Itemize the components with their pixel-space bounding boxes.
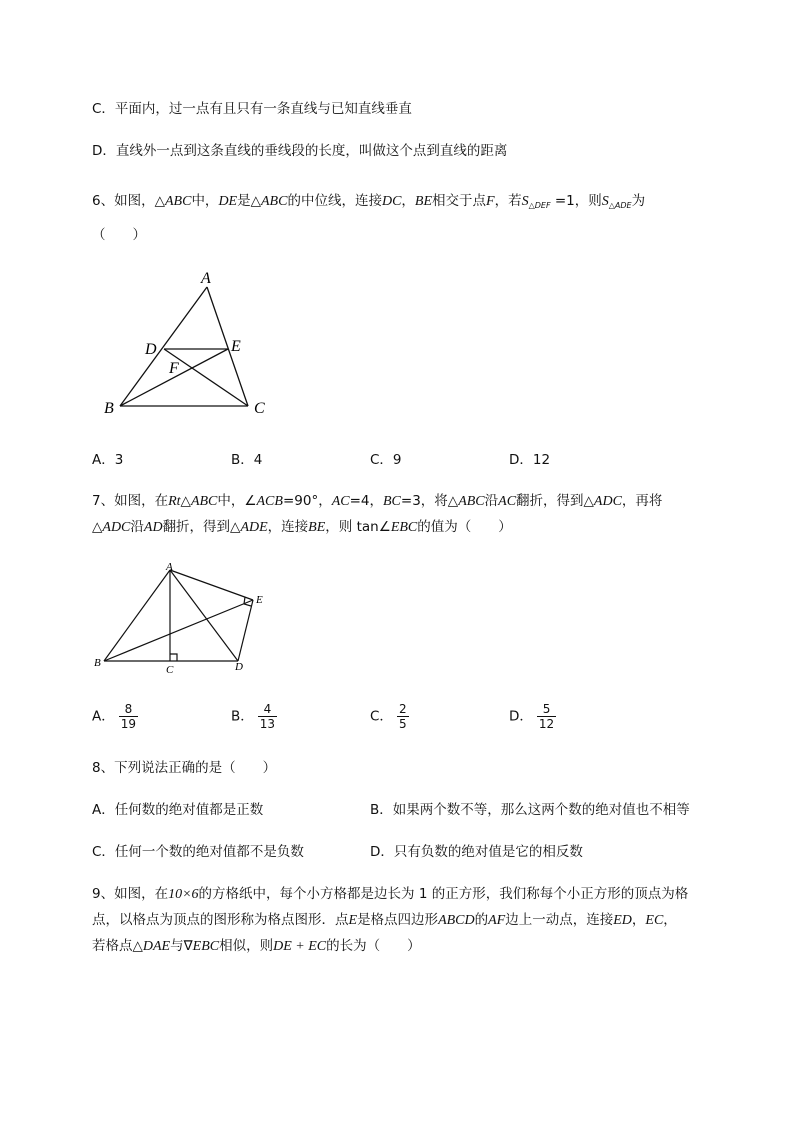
- q9-stem-line2: 点，以格点为顶点的图形称为格点图形．点E是格点四边形ABCD的AF边上一动点，连接ED，EC，: [92, 912, 677, 928]
- q6-label-d: D: [145, 341, 157, 358]
- q9-stem-line1: 9、如图，在10×6的方格纸中，每个小方格都是边长为 1 的正方形，我们称每个小正方形的顶点为格: [92, 886, 689, 902]
- q6-option-a[interactable]: A．3: [92, 452, 124, 468]
- q6-option-b[interactable]: B．4: [231, 452, 263, 468]
- q7-label-d: D: [235, 661, 243, 673]
- q5-option-d: D．直线外一点到这条直线的垂线段的长度，叫做这个点到直线的距离: [92, 143, 508, 159]
- q8-stem: 8、下列说法正确的是（ ）: [92, 760, 277, 776]
- q7-stem-line2: △ADC沿AD翻折，得到△ADE，连接BE，则 tan∠EBC的值为（ ）: [92, 519, 512, 535]
- q6-label-a: A: [201, 270, 211, 287]
- q8-option-c[interactable]: C．任何一个数的绝对值都不是负数: [92, 844, 304, 860]
- q6-stem: 6、如图，△ABC中，DE是△ABC的中位线，连接DC，BE相交于点F，若$S_{\triangle DEF} =1$，则$S_{\triangle ADE}$为: [92, 193, 646, 210]
- q8-option-a[interactable]: A．任何数的绝对值都是正数: [92, 802, 264, 818]
- q7-option-d[interactable]: D． $\frac{5}{12}$: [509, 702, 555, 731]
- q6-label-e: E: [231, 338, 241, 355]
- q6-label-f: F: [169, 360, 179, 377]
- q8-option-d[interactable]: D．只有负数的绝对值是它的相反数: [370, 844, 583, 860]
- q5-option-c: C．平面内，过一点有且只有一条直线与已知直线垂直: [92, 101, 412, 117]
- q7-option-b[interactable]: B． $\frac{4}{13}$: [231, 702, 276, 731]
- q7-label-b: B: [94, 657, 101, 669]
- q7-figure: [90, 558, 280, 678]
- q8-option-b[interactable]: B．如果两个数不等，那么这两个数的绝对值也不相等: [370, 802, 690, 818]
- q9-stem-line3: 若格点△DAE与∇EBC相似，则DE + EC的长为（ ）: [92, 938, 421, 954]
- q6-answer-paren: （ ）: [92, 227, 146, 243]
- q6-figure: [95, 265, 285, 425]
- q7-label-a: A: [166, 561, 173, 573]
- q6-option-c[interactable]: C．9: [370, 452, 402, 468]
- q6-label-c: C: [254, 400, 265, 417]
- q7-stem-line1: 7、如图，在Rt△ABC中，∠ACB=90°，AC=4，BC=3，将△ABC沿AC翻折，得到△ADC，再将: [92, 493, 663, 509]
- q7-option-a[interactable]: A． $\frac{8}{19}$: [92, 702, 137, 731]
- q6-option-d[interactable]: D．12: [509, 452, 551, 468]
- q7-label-e: E: [256, 594, 263, 606]
- q6-label-b: B: [104, 400, 114, 417]
- q7-option-c[interactable]: C． $\frac{2}{5}$: [370, 702, 407, 731]
- q7-label-c: C: [166, 664, 174, 676]
